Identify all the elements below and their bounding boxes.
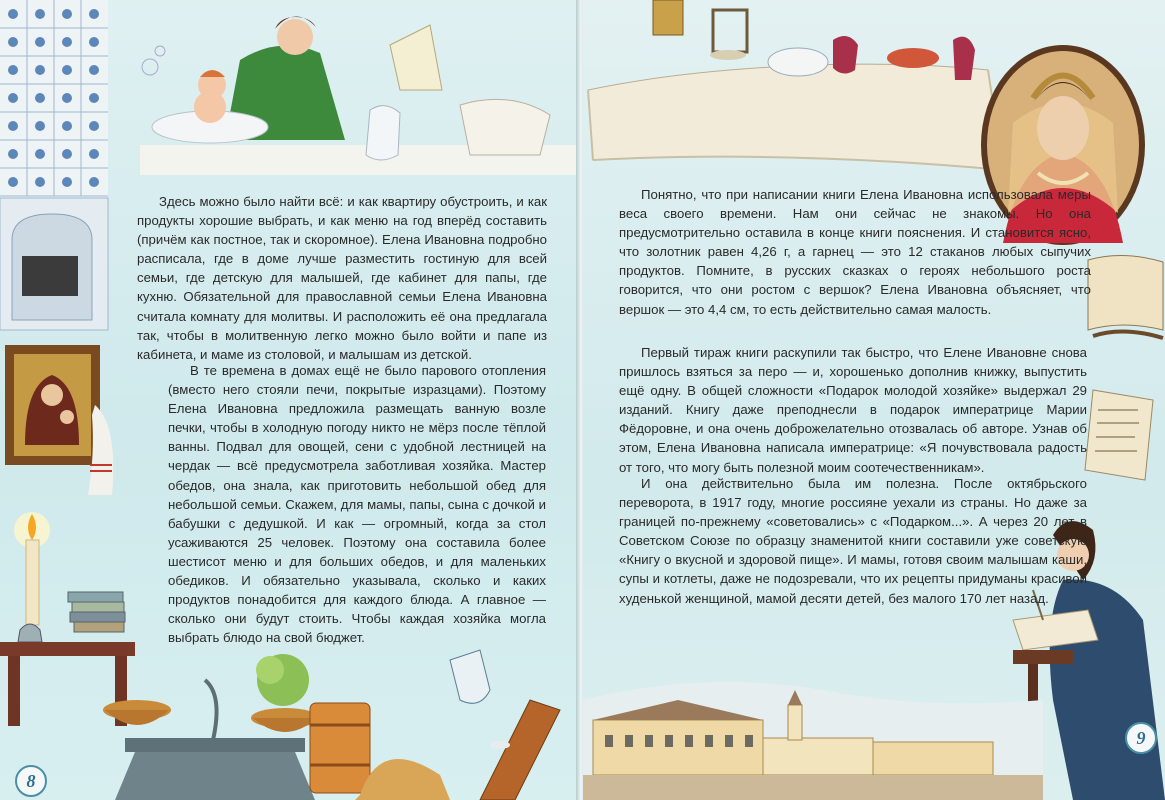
barrel-bread-illustration <box>300 695 450 800</box>
page-number-right: 9 <box>1125 722 1157 754</box>
right-page <box>583 0 1165 800</box>
town-panorama-illustration <box>583 660 1043 800</box>
tiled-stove-illustration <box>0 0 110 330</box>
page-number-left: 8 <box>15 765 47 797</box>
banquet-table-illustration <box>583 0 1003 175</box>
left-paragraph-2-text: В те времена в домах ещё не было парового отопления (вместо него стояли печи, покрытые изразцами). Поэтому Елена Ивановна предложила размещать ванную возле печки, чтобы в холодную погоду никто не мёрз после тёплой ванны. Подвал для овощей, сени с удобной лестницей на чердак — всё предусмотрела заботливая хозяйка. Мастер обедов, она знала, как приготовить небольшой обед для небольшой семьи. Скажем, для мамы, папы, сына с дочкой и бабушки с дедушкой. И как — огромный, когда за стол усаживаются 25 человек. Поэтому она составила более шестисот меню и для больших обедов, и для маленьких обедиков. И обязательно указывала, сколько и каких продуктов понадобится для каждого блюда. А главное — сколько они будут стоить. Чтобы каждая хозяйка могла выбрать блюдо на свой бюджет. <box>168 363 546 646</box>
mother-bathing-child-illustration <box>130 5 570 175</box>
right-paragraph-1 <box>619 185 1091 319</box>
left-paragraph-1 <box>137 192 547 364</box>
left-paragraph-2 <box>168 361 546 647</box>
letters-illustration <box>1083 385 1165 485</box>
open-book-illustration <box>1083 250 1165 345</box>
left-paragraph-1-text: Здесь можно было найти всё: и как квартиру обустроить, и как продукты хорошие выбрать, и как меню на год вперёд составить (причём как постное, так и скоромное). Елена Ивановна подробно расписала, где в доме лучше разместить гостиную для всей семьи, где детскую для малышей, где кабинет для папы, где кухню. Обязательной для православной семьи Елена Ивановна считала комнату для молитвы. И расположить её она предлагала так, чтобы в молитвенную легко можно было войти и папе из кабинета, и маме из столовой, и малышам из детской. <box>137 194 547 362</box>
right-paragraph-2 <box>619 343 1087 477</box>
right-paragraph-2-text: Первый тираж книги раскупили так быстро, что Елене Ивановне снова пришлось взяться за перо — и, хорошенько дополнив книжку, выпустить ещё одну. В общей сложности «Подарок молодой хозяйке» выдержал 29 изданий. Книгу даже преподнесли в подарок императрице Марии Фёдоровне, и она очень доброжелательно отозвалась об авторе. Узнав об этом, Елена Ивановна написала императрице: «Я почувствовала радость от того, что могу быть полезной моим соотечественникам». <box>619 345 1087 475</box>
right-paragraph-3-text: И она действительно была им полезна. После октябрьского переворота, в 1917 году, многие россияне уехали из страны. Но даже за границей по-прежнему «советовались» с «Подарком...». А через 20 лет в Советском Союзе по образцу знаменитой книги составили уже советскую «Книгу о вкусной и здоровой пище». И мамы, готовя своим малышам каши, супы и котлеты, даже не подозревали, что их рецепты придуманы красивой худенькой женщиной, мамой десяти детей, без малого 170 лет назад. <box>619 476 1087 606</box>
left-page <box>0 0 580 800</box>
jug-and-cutting-board-illustration <box>440 650 580 800</box>
orthodox-icon-illustration <box>0 345 120 495</box>
right-paragraph-1-text: Понятно, что при написании книги Елена Ивановна использовала меры веса своего времени. Нам они сейчас не знакомы. Но она предусмотрительно оставила в конце книги пояснения. И становится ясно, что золотник равен 4,26 г, а гарнец — это 12 стаканов любых сыпучих продуктов. Помните, в русских сказках о героях небольшого роста говорится, что они ростом с вершок? Елена Ивановна объясняет, что вершок — это 4,4 см, то есть действительно самая малость. <box>619 187 1091 317</box>
right-paragraph-3 <box>619 474 1087 608</box>
